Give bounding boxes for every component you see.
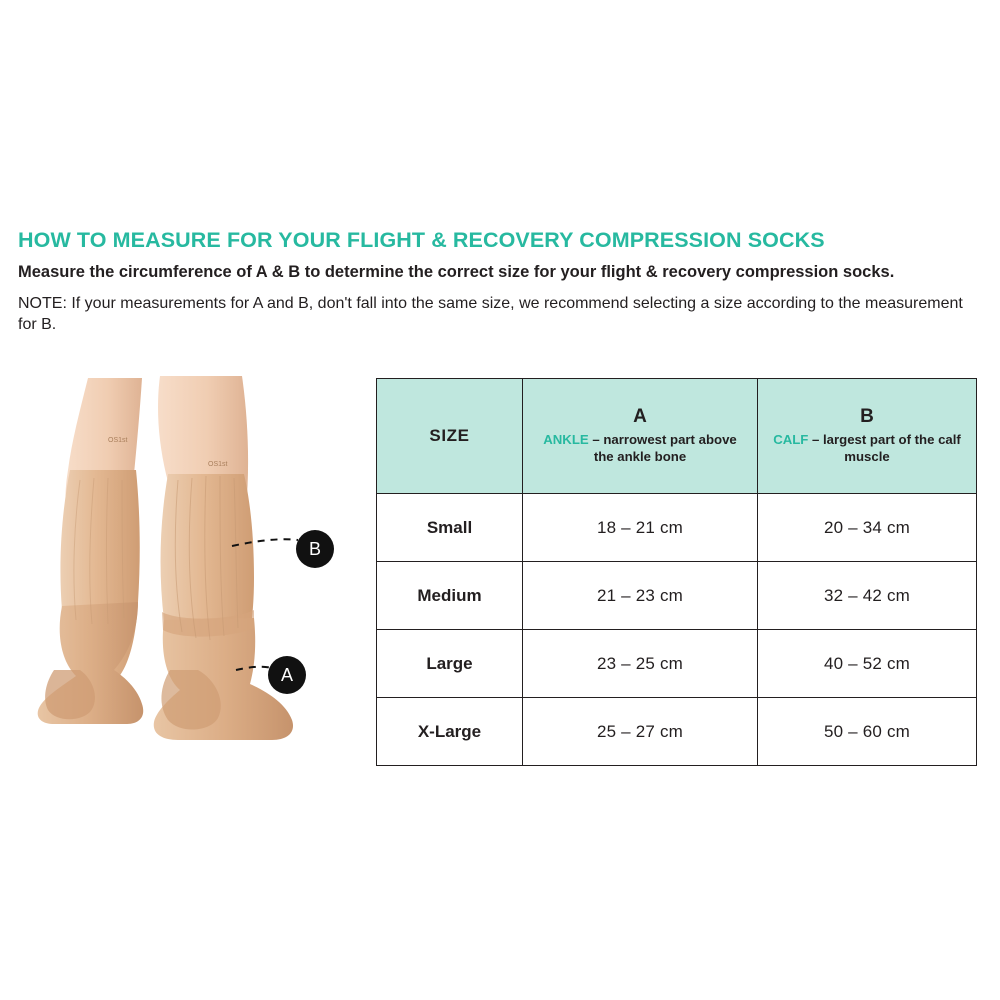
sock-logo-front: OS1st [208,461,228,468]
row-size: Large [377,630,523,698]
page-subtitle: Measure the circumference of A & B to determine the correct size for your flight & recovery compression socks. [18,262,895,281]
header-b-letter: B [860,406,874,428]
table-header-row [377,379,977,494]
row-calf-value: 40 – 52 cm [758,630,977,698]
marker-a: A [268,656,306,694]
header-a-keyword: ANKLE [543,432,589,448]
header-b-desc-text: – largest part of the calf muscle [808,432,961,464]
header-a-desc [523,432,757,466]
header-b [758,379,977,494]
row-ankle-value: 23 – 25 cm [523,630,758,698]
row-calf-value: 20 – 34 cm [758,494,977,562]
header-size-label: SIZE [429,426,470,445]
heading-block [18,228,978,336]
table-row [377,698,977,766]
row-size: Small [377,494,523,562]
row-ankle-value: 25 – 27 cm [523,698,758,766]
row-ankle-value: 21 – 23 cm [523,562,758,630]
page-title: HOW TO MEASURE FOR YOUR FLIGHT & RECOVERY COMPRESSION SOCKS [18,228,825,252]
measurement-note: NOTE: If your measurements for A and B, don't fall into the same size, we recommend selecting a size according to the measurement for B. [18,294,963,334]
back-heel-patch [45,670,95,719]
header-b-keyword: CALF [773,432,809,448]
row-ankle-value: 18 – 21 cm [523,494,758,562]
legs-svg [10,370,370,790]
header-a-desc-text: – narrowest part above the ankle bone [588,432,737,464]
row-calf-value: 50 – 60 cm [758,698,977,766]
row-calf-value: 32 – 42 cm [758,562,977,630]
row-size: X-Large [377,698,523,766]
sock-logo-back: OS1st [108,437,128,444]
marker-b: B [296,530,334,568]
header-b-desc [758,432,976,466]
table-row [377,562,977,630]
table-row [377,630,977,698]
size-chart-table [376,378,977,766]
legs-illustration [10,370,370,790]
table-row [377,494,977,562]
header-a-letter: A [633,406,647,428]
row-size: Medium [377,562,523,630]
header-a [523,379,758,494]
header-size [377,379,523,494]
